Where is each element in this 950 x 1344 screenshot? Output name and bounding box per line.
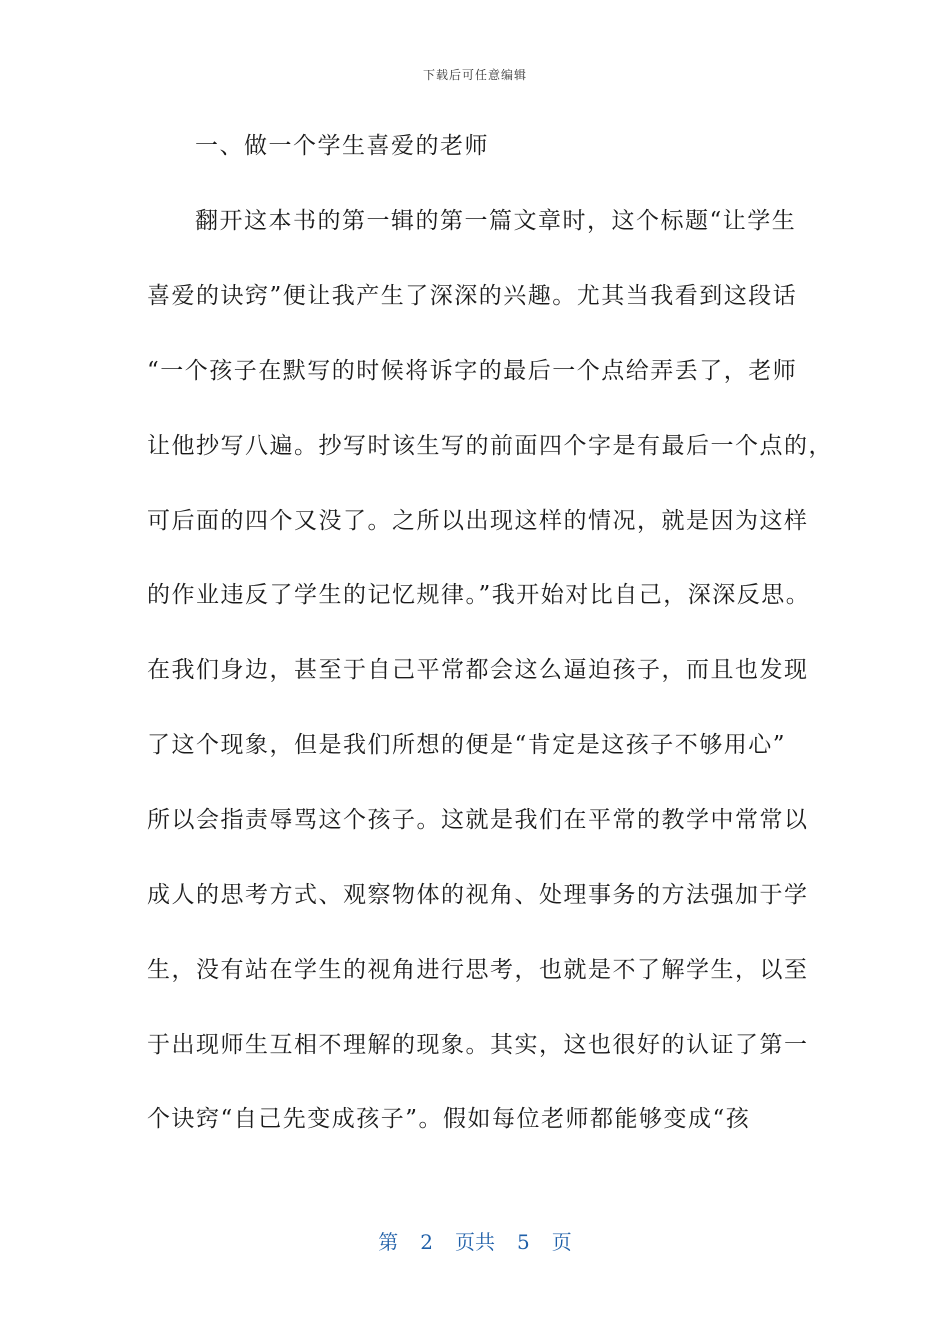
page-label-mid: 页共: [455, 1230, 495, 1254]
page-label-prefix: 第: [378, 1230, 399, 1254]
section-heading: 一、做一个学生喜爱的老师: [195, 133, 489, 159]
paragraph-line: 翻开这本书的第一辑的第一篇文章时，这个标题“让学生: [195, 208, 797, 234]
current-page-number: 2: [420, 1230, 433, 1254]
page-footer: [0, 1226, 950, 1255]
paragraph-line: 所以会指责辱骂这个孩子。这就是我们在平常的教学中常常以: [147, 807, 809, 833]
page-header: 下载后可任意编辑: [422, 68, 527, 82]
paragraph-line: 成人的思考方式、观察物体的视角、处理事务的方法强加于学: [147, 882, 809, 908]
paragraph-line: 可后面的四个又没了。之所以出现这样的情况，就是因为这样: [147, 508, 809, 534]
page-label-suffix: 页: [551, 1230, 572, 1254]
paragraph-line: 的作业违反了学生的记忆规律。”我开始对比自己，深深反思。: [147, 582, 811, 608]
paragraph-line: 喜爱的诀窍”便让我产生了深深的兴趣。尤其当我看到这段话: [147, 283, 798, 309]
paragraph-line: 生，没有站在学生的视角进行思考，也就是不了解学生，以至: [147, 957, 809, 983]
paragraph-line: 在我们身边，甚至于自己平常都会这么逼迫孩子，而且也发现: [147, 657, 809, 683]
paragraph-line: 让他抄写八遍。抄写时该生写的前面四个字是有最后一个点的，: [147, 433, 833, 459]
paragraph-line: 个诀窍“自己先变成孩子”。假如每位老师都能够变成“孩: [147, 1106, 751, 1132]
paragraph-line: 于出现师生互相不理解的现象。其实，这也很好的认证了第一: [147, 1032, 809, 1058]
total-pages-number: 5: [517, 1230, 530, 1254]
paragraph-line: “一个孩子在默写的时候将诉字的最后一个点给弄丢了，老师: [147, 358, 798, 384]
paragraph-line: 了这个现象，但是我们所想的便是“肯定是这孩子不够用心”: [147, 732, 787, 758]
